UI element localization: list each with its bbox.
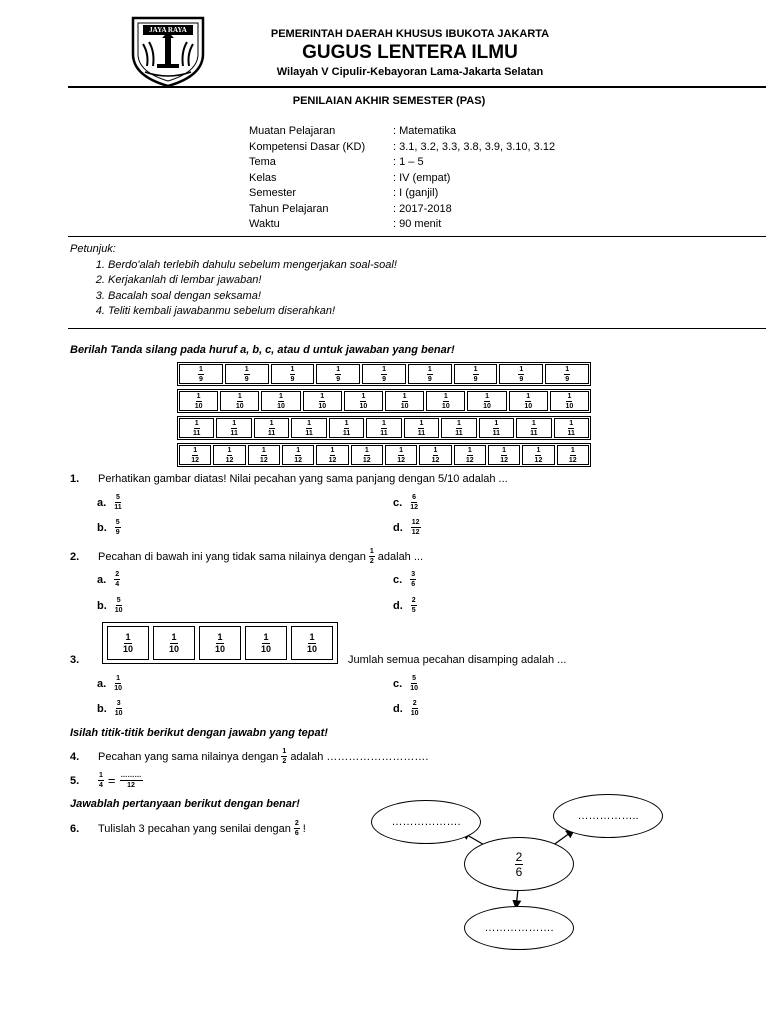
fraction: $\frac{1}{10}$	[114, 675, 122, 692]
answer-option[interactable]	[393, 571, 416, 588]
fraction: $\frac{1}{11}$	[305, 419, 313, 437]
inline-fraction: $\frac{2}{6}$	[294, 820, 299, 837]
fraction: $\frac{1}{9}$	[427, 365, 432, 383]
fraction-wall-cell	[419, 445, 451, 465]
info-value: : I (ganjil)	[393, 187, 439, 199]
option-letter: b.	[97, 521, 107, 534]
fraction-wall-cell	[499, 364, 543, 384]
header-address: Wilayah V Cipulir-Kebayoran Lama-Jakarta Selatan	[276, 66, 544, 78]
fraction: $\frac{1}{10}$	[483, 392, 491, 410]
fraction-wall-cell	[351, 445, 383, 465]
info-label: Kelas	[249, 171, 277, 184]
fraction: $\frac{1}{10}$	[235, 392, 244, 410]
fraction: $\frac{1}{9}$	[473, 365, 478, 383]
fraction: $\frac{1}{12}$	[259, 446, 268, 464]
info-value: : 90 menit	[393, 218, 442, 230]
question-6	[70, 820, 306, 837]
answer-blank[interactable]: adalah ……………………….	[290, 750, 429, 763]
fraction-wall-cell	[362, 364, 406, 384]
fraction: $\frac{1}{9}$	[198, 365, 203, 383]
info-value: : 3.1, 3.2, 3.3, 3.8, 3.9, 3.10, 3.12	[393, 140, 556, 153]
question-text: Tulislah 3 pecahan yang senilai dengan	[98, 822, 291, 835]
question-4	[70, 748, 428, 765]
fraction: $\frac{2}{10}$	[410, 700, 419, 717]
fraction-wall-cell	[179, 445, 211, 465]
fraction-wall-cell	[426, 391, 465, 411]
fraction-wall-cell	[454, 364, 498, 384]
logo-text: JAYA RAYA	[149, 26, 187, 34]
answer-option[interactable]	[97, 700, 123, 717]
fraction-wall-row	[177, 416, 591, 440]
question-5	[70, 772, 143, 789]
lhs-fraction: $\frac{1}{4}$	[99, 772, 103, 789]
tenths-cell	[107, 626, 149, 660]
fraction: $\frac{1}{9}$	[519, 365, 524, 383]
fraction: $\frac{5}{10}$	[410, 675, 418, 692]
fraction: $\frac{1}{12}$	[328, 446, 337, 464]
fraction: $\frac{1}{12}$	[568, 446, 577, 464]
diagram-blank-bottom[interactable]: ……………….	[464, 906, 574, 950]
option-letter: c.	[393, 573, 403, 586]
info-label: Muatan Pelajaran	[249, 125, 336, 137]
fraction: $\frac{2}{5}$	[411, 597, 416, 614]
fraction: $\frac{5}{9}$	[115, 519, 120, 536]
option-letter: d.	[393, 521, 403, 534]
tenths-cell	[153, 626, 195, 660]
answer-option[interactable]	[97, 571, 120, 588]
fraction-wall-cell	[509, 391, 548, 411]
question-3-text: Jumlah semua pecahan disamping adalah ...	[348, 654, 567, 666]
fraction-wall-cell	[248, 445, 280, 465]
header-line1: PEMERINTAH DAERAH KHUSUS IBUKOTA JAKARTA	[270, 28, 550, 40]
fraction: $\frac{1}{9}$	[565, 365, 570, 383]
option-letter: a.	[97, 677, 107, 690]
instruction-item: 3. Bacalah soal dengan seksama!	[108, 289, 397, 305]
fraction: $\frac{1}{11}$	[230, 419, 238, 437]
tenths-cell	[291, 626, 333, 660]
answer-fraction-blank[interactable]: $\frac{\dots\dots\dots}{12}$	[120, 772, 142, 789]
option-letter: c.	[393, 496, 403, 509]
question-text-end: adalah ...	[377, 550, 424, 563]
diagram-blank-right[interactable]: ……………..	[553, 794, 663, 838]
info-value: : Matematika	[393, 125, 456, 137]
fraction-wall-cell	[220, 391, 259, 411]
fraction: $\frac{1}{10}$	[194, 392, 203, 410]
fraction: $\frac{1}{12}$	[191, 446, 200, 464]
answer-option[interactable]	[393, 675, 418, 692]
section-a-heading: Berilah Tanda silang pada huruf a, b, c, atau d untuk jawaban yang benar!	[70, 344, 455, 356]
fraction: $\frac{1}{9}$	[382, 365, 386, 383]
fraction-wall-row	[177, 389, 591, 413]
fraction: $\frac{1}{10}$	[306, 631, 317, 654]
info-row	[249, 155, 555, 171]
fraction: $\frac{2}{4}$	[115, 571, 120, 588]
fraction: $\frac{1}{9}$	[290, 365, 295, 383]
fraction-wall-cell	[179, 391, 218, 411]
fraction-wall-cell	[216, 418, 251, 438]
fraction: $\frac{1}{12}$	[362, 446, 371, 464]
answer-option[interactable]	[393, 519, 421, 536]
answer-option[interactable]	[393, 494, 418, 511]
info-value: : 1 – 5	[393, 156, 424, 168]
fraction-wall-cell	[557, 445, 589, 465]
fraction: $\frac{1}{11}$	[380, 419, 388, 437]
section-c-heading: Jawablah pertanyaan berikut dengan benar!	[70, 798, 300, 810]
tenths-box	[102, 622, 338, 664]
instructions-divider	[68, 328, 766, 329]
fraction-wall-cell	[316, 364, 360, 384]
fraction: $\frac{1}{11}$	[267, 419, 276, 437]
answer-option[interactable]	[393, 597, 417, 614]
fraction-wall-cell	[522, 445, 554, 465]
option-letter: d.	[393, 702, 403, 715]
option-letter: d.	[393, 599, 403, 612]
fraction-wall-cell	[225, 364, 269, 384]
fraction: $\frac{1}{10}$	[122, 631, 133, 654]
fraction: $\frac{5}{10}$	[114, 597, 123, 614]
fraction: $\frac{1}{10}$	[277, 392, 285, 410]
question-text: Perhatikan gambar diatas! Nilai pecahan yang sama panjang dengan 5/10 adalah ...	[98, 473, 508, 485]
fraction-wall-cell	[303, 391, 342, 411]
info-label: Waktu	[249, 218, 280, 230]
tenths-cell	[245, 626, 287, 660]
header-divider	[68, 86, 766, 88]
question-text-end: !	[302, 822, 306, 835]
instruction-item: 4. Teliti kembali jawabanmu sebelum diserahkan!	[108, 304, 397, 320]
info-row	[249, 202, 555, 218]
fraction-wall-cell	[316, 445, 348, 465]
question-number: 4.	[70, 750, 80, 763]
fraction: $\frac{1}{10}$	[524, 392, 533, 410]
question-3-number: 3.	[70, 654, 80, 666]
question-number: 2.	[70, 550, 80, 563]
option-letter: c.	[393, 677, 403, 690]
fraction-wall-cell	[467, 391, 506, 411]
question-text: Pecahan yang sama nilainya dengan	[98, 750, 279, 763]
fraction-wall-row	[177, 362, 591, 386]
option-letter: a.	[97, 573, 107, 586]
fraction-wall-cell	[550, 391, 589, 411]
instructions	[70, 242, 397, 320]
info-value: : IV (empat)	[393, 171, 451, 184]
fraction: $\frac{6}{12}$	[410, 494, 418, 511]
fraction: $\frac{1}{10}$	[260, 631, 271, 654]
fraction: $\frac{1}{12}$	[294, 446, 303, 464]
fraction: $\frac{1}{12}$	[225, 446, 234, 464]
equals-sign: =	[107, 773, 116, 788]
fraction-wall-row	[177, 443, 591, 467]
question-2	[70, 548, 423, 565]
answer-option[interactable]	[393, 700, 419, 717]
fraction-wall-cell	[516, 418, 551, 438]
fraction-wall-cell	[545, 364, 589, 384]
fraction: $\frac{1}{11}$	[193, 419, 201, 437]
header-school-name: GUGUS LENTERA ILMU	[302, 42, 518, 63]
fraction: $\frac{1}{12}$	[431, 446, 440, 464]
option-letter: a.	[97, 496, 107, 509]
info-value: : 2017-2018	[393, 202, 452, 215]
fraction: $\frac{1}{12}$	[500, 446, 509, 464]
fraction-wall-cell	[271, 364, 315, 384]
diagram-center	[464, 837, 574, 891]
fraction-wall-cell	[408, 364, 452, 384]
instruction-item: 1. Berdo'alah terlebih dahulu sebelum mengerjakan soal-soal!	[108, 258, 397, 274]
fraction: $\frac{1}{12}$	[465, 446, 474, 464]
fraction: $\frac{1}{10}$	[214, 631, 225, 654]
fraction-wall-cell	[261, 391, 300, 411]
fraction: $\frac{1}{10}$	[565, 392, 574, 410]
info-row	[249, 140, 555, 156]
exam-info	[249, 124, 555, 233]
info-row	[249, 217, 555, 233]
fraction-wall-cell	[385, 445, 417, 465]
section-b-heading: Isilah titik-titik berikut dengan jawabn yang tepat!	[70, 727, 328, 739]
fraction-wall-cell	[329, 418, 364, 438]
fraction-wall-cell	[554, 418, 589, 438]
question-number: 6.	[70, 822, 80, 835]
answer-option[interactable]	[97, 597, 123, 614]
fraction: $\frac{1}{10}$	[359, 392, 368, 410]
question-number: 5.	[70, 774, 80, 787]
fraction: $\frac{1}{11}$	[342, 419, 351, 437]
fraction-wall-cell	[366, 418, 401, 438]
fraction: $\frac{5}{11}$	[114, 494, 122, 511]
fraction-wall-cell	[488, 445, 520, 465]
diagram-blank-left[interactable]: ……………….	[371, 800, 481, 844]
instructions-heading: Petunjuk:	[70, 243, 116, 255]
fraction: $\frac{1}{10}$	[441, 392, 450, 410]
inline-fraction: $\frac{1}{2}$	[282, 748, 287, 765]
fraction: $\frac{1}{12}$	[534, 446, 543, 464]
answer-option[interactable]	[97, 494, 122, 511]
answer-option[interactable]	[97, 675, 122, 692]
fraction-wall-cell	[282, 445, 314, 465]
inline-fraction: $\frac{1}{2}$	[369, 548, 374, 565]
fraction: $\frac{1}{10}$	[400, 392, 409, 410]
info-row	[249, 186, 555, 202]
info-row	[249, 171, 555, 187]
fraction-wall-cell	[404, 418, 439, 438]
option-letter: b.	[97, 599, 107, 612]
fraction-wall-cell	[479, 418, 514, 438]
fraction: $\frac{3}{10}$	[114, 700, 123, 717]
fraction: $\frac{12}{12}$	[411, 519, 420, 536]
fraction: $\frac{3}{6}$	[411, 571, 416, 588]
fraction: $\frac{1}{12}$	[397, 446, 406, 464]
info-divider	[68, 236, 766, 237]
fraction: $\frac{1}{11}$	[492, 419, 501, 437]
info-row	[249, 124, 555, 140]
answer-option[interactable]	[97, 519, 121, 536]
fraction: $\frac{1}{9}$	[336, 365, 341, 383]
question-text: Pecahan di bawah ini yang tidak sama nilainya dengan	[98, 550, 366, 563]
question-1	[70, 473, 508, 485]
fraction-wall-cell	[441, 418, 476, 438]
instruction-item: 2. Kerjakanlah di lembar jawaban!	[108, 273, 397, 289]
fraction-wall-cell	[385, 391, 424, 411]
fraction: $\frac{1}{9}$	[244, 365, 249, 383]
tenths-cell	[199, 626, 241, 660]
fraction-wall-cell	[213, 445, 245, 465]
fraction-wall-cell	[344, 391, 383, 411]
fraction: $\frac{1}{11}$	[417, 419, 426, 437]
fraction: $\frac{1}{10}$	[318, 392, 327, 410]
info-label: Semester	[249, 187, 297, 199]
center-fraction: $\frac{2}{6}$	[515, 849, 523, 879]
fraction-wall	[177, 362, 591, 470]
fraction-wall-cell	[254, 418, 289, 438]
option-letter: b.	[97, 702, 107, 715]
fraction-wall-cell	[291, 418, 326, 438]
instructions-list	[70, 258, 397, 320]
fraction-wall-cell	[454, 445, 486, 465]
info-label: Tema	[249, 156, 276, 168]
info-label: Kompetensi Dasar (KD)	[249, 140, 366, 153]
fraction: $\frac{1}{10}$	[168, 631, 179, 654]
exam-title: PENILAIAN AKHIR SEMESTER (PAS)	[292, 95, 486, 107]
question-number: 1.	[70, 473, 80, 485]
fraction: $\frac{1}{11}$	[567, 419, 575, 437]
fraction: $\frac{1}{11}$	[455, 419, 463, 437]
fraction-wall-cell	[179, 418, 214, 438]
fraction-wall-cell	[179, 364, 223, 384]
fraction: $\frac{1}{11}$	[530, 419, 538, 437]
info-label: Tahun Pelajaran	[249, 202, 329, 215]
